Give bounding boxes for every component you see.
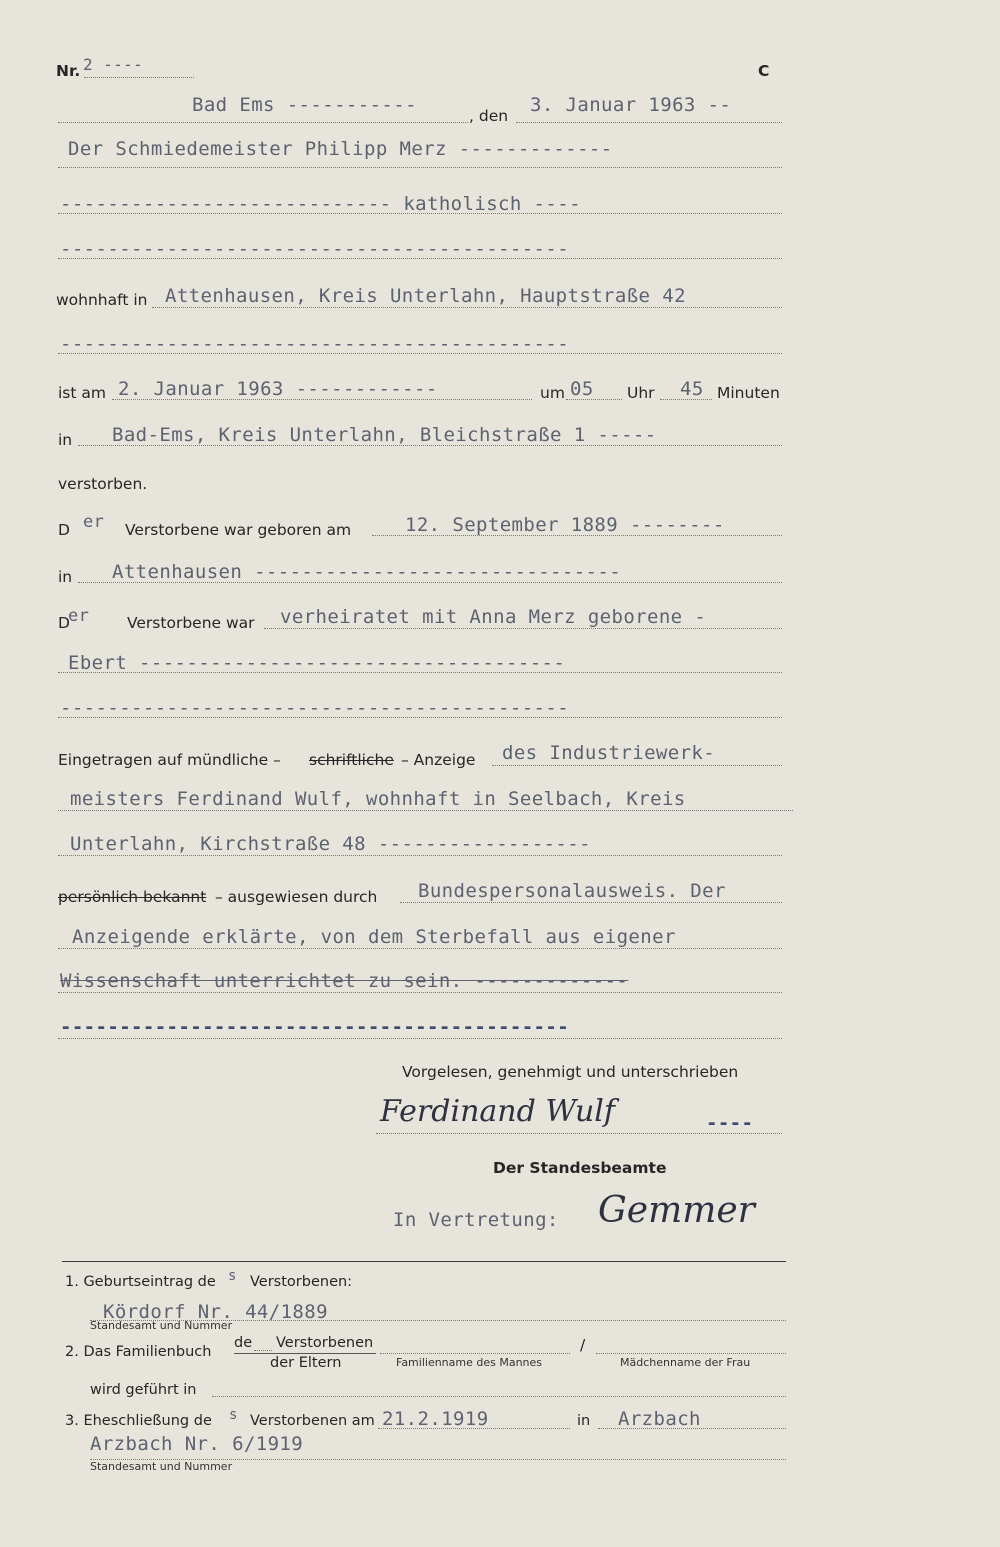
- birth-entry-suffix: s: [228, 1268, 237, 1284]
- identification-value-4: -------------------------------------------: [60, 1016, 570, 1038]
- death-place: Bad-Ems, Kreis Unterlahn, Bleichstraße 1 -----: [112, 424, 657, 446]
- registrar-title: Der Standesbeamte: [493, 1159, 667, 1177]
- declarant-line-2: ---------------------------- katholisch ----: [60, 193, 581, 215]
- identification-rule: [400, 902, 782, 903]
- den-label: , den: [469, 107, 509, 125]
- husband-name-caption: Familienname des Mannes: [396, 1356, 543, 1369]
- marriage-suffix: s: [229, 1407, 238, 1423]
- family-book-kept-label: wird geführt in: [90, 1382, 197, 1398]
- birth-place-label: in: [58, 568, 73, 586]
- minuten-label: Minuten: [717, 384, 780, 402]
- residence-value: Attenhausen, Kreis Unterlahn, Hauptstraße 42: [165, 285, 686, 307]
- residence-line-2: -------------------------------------------: [60, 333, 570, 355]
- informant-signature: Ferdinand Wulf: [380, 1094, 615, 1129]
- marital-rule: [264, 628, 782, 629]
- family-book-slash: /: [580, 1336, 586, 1354]
- nr-line: [84, 77, 194, 78]
- rule-2: [58, 213, 782, 214]
- marital-value: verheiratet mit Anna Merz geborene -: [280, 606, 707, 628]
- family-book-label: 2. Das Familienbuch: [65, 1344, 212, 1360]
- place-line: [58, 122, 468, 123]
- deputy-label: In Vertretung:: [393, 1209, 559, 1231]
- marriage-place-rule: [598, 1428, 786, 1429]
- family-book-deceased: Verstorbenen: [276, 1335, 374, 1351]
- family-book-de-rule: [254, 1350, 272, 1351]
- birth-place-rule: [78, 582, 782, 583]
- date-line: [516, 122, 782, 123]
- registration-value-2: meisters Ferdinand Wulf, wohnhaft in Seelbach, Kreis: [70, 788, 686, 810]
- marital-gender: er: [68, 606, 90, 626]
- identification-value-1: Bundespersonalausweis. Der: [418, 880, 726, 902]
- identification-value-3: Wissenschaft unterrichtet zu sein. -------------: [60, 970, 629, 992]
- death-hour: 05: [570, 378, 594, 400]
- registration-value-3: Unterlahn, Kirchstraße 48 ------------------: [70, 833, 591, 855]
- birth-gender: er: [83, 512, 105, 532]
- verstorben-label: verstorben.: [58, 475, 148, 493]
- birth-entry-label-2: Verstorbenen:: [250, 1274, 353, 1290]
- birth-date-rule: [372, 535, 782, 536]
- birth-entry-value: Kördorf Nr. 44/1889: [103, 1301, 328, 1323]
- residence-rule-2: [58, 353, 782, 354]
- identification-rule-2: [58, 948, 782, 949]
- identification-label: – ausgewiesen durch: [215, 888, 378, 906]
- um-label: um: [540, 384, 565, 402]
- identification-struck: persönlich bekannt: [58, 888, 207, 906]
- minutes-rule: [660, 399, 712, 400]
- registration-label-a: Eingetragen auf mündliche –: [58, 751, 281, 769]
- death-place-rule: [78, 445, 782, 446]
- registration-rule: [492, 765, 782, 766]
- marital-rule-2: [58, 672, 782, 673]
- series-letter: C: [758, 62, 770, 80]
- marriage-value: Arzbach Nr. 6/1919: [90, 1433, 304, 1455]
- birth-place: Attenhausen -------------------------------: [112, 561, 622, 583]
- birth-label: Verstorbene war geboren am: [125, 521, 352, 539]
- marriage-place: Arzbach: [618, 1408, 701, 1430]
- death-date-label: ist am: [58, 384, 106, 402]
- birth-date: 12. September 1889 --------: [405, 514, 725, 536]
- registration-value-1: des Industriewerk-: [502, 742, 716, 764]
- nr-value: 2 ----: [83, 55, 144, 74]
- marriage-date: 21.2.1919: [382, 1408, 489, 1430]
- registration-rule-2: [58, 810, 793, 811]
- family-book-parents: der Eltern: [270, 1355, 342, 1371]
- hour-rule: [566, 399, 622, 400]
- rule-1: [58, 167, 782, 168]
- husband-name-rule: [380, 1353, 570, 1354]
- wife-name-caption: Mädchenname der Frau: [620, 1356, 751, 1369]
- uhr-label: Uhr: [627, 384, 655, 402]
- registry-date: 3. Januar 1963 --: [530, 94, 732, 116]
- identification-value-2: Anzeigende erklärte, von dem Sterbefall aus eigener: [72, 926, 676, 948]
- death-place-label: in: [58, 431, 73, 449]
- declarant-line-3: -------------------------------------------: [60, 238, 570, 260]
- marital-line-2: Ebert ------------------------------------: [68, 652, 566, 674]
- death-date-rule: [112, 399, 532, 400]
- marriage-label: 3. Eheschließung de: [65, 1413, 212, 1429]
- family-book-fraction-line: [234, 1353, 376, 1354]
- informant-signature-dashes: ----: [706, 1112, 754, 1134]
- marriage-label-2: Verstorbenen am: [250, 1413, 375, 1429]
- marital-rule-3: [58, 717, 782, 718]
- birth-entry-label: 1. Geburtseintrag de: [65, 1274, 216, 1290]
- declarant-line-1: Der Schmiedemeister Philipp Merz -------------: [68, 138, 613, 160]
- nr-label: Nr.: [56, 62, 81, 80]
- marital-d-label: D: [58, 614, 70, 632]
- marital-line-3: -------------------------------------------: [60, 697, 570, 719]
- wife-name-rule: [596, 1353, 786, 1354]
- marriage-caption: Standesamt und Nummer: [90, 1460, 233, 1473]
- registrar-signature: Gemmer: [598, 1190, 755, 1231]
- marital-label: Verstorbene war: [127, 614, 255, 632]
- birth-d-label: D: [58, 521, 70, 539]
- registration-struck: schriftliche: [309, 751, 394, 769]
- residence-label: wohnhaft in: [56, 291, 148, 309]
- informant-signature-rule: [376, 1133, 782, 1134]
- marriage-date-rule: [378, 1428, 570, 1429]
- rule-3: [58, 258, 782, 259]
- birth-entry-caption: Standesamt und Nummer: [90, 1319, 233, 1332]
- family-book-de: de: [234, 1335, 253, 1351]
- residence-rule: [152, 307, 782, 308]
- family-book-kept-rule: [212, 1396, 786, 1397]
- identification-rule-4: [58, 1038, 782, 1039]
- footer-separator: [62, 1261, 786, 1262]
- registry-place: Bad Ems -----------: [192, 94, 417, 116]
- marriage-in-label: in: [577, 1413, 591, 1429]
- registration-rule-3: [58, 855, 782, 856]
- death-minutes: 45: [680, 378, 704, 400]
- identification-rule-3: [58, 992, 782, 993]
- death-date: 2. Januar 1963 ------------: [118, 378, 438, 400]
- registration-label-b: – Anzeige: [401, 751, 476, 769]
- read-approved-label: Vorgelesen, genehmigt und unterschrieben: [402, 1063, 739, 1081]
